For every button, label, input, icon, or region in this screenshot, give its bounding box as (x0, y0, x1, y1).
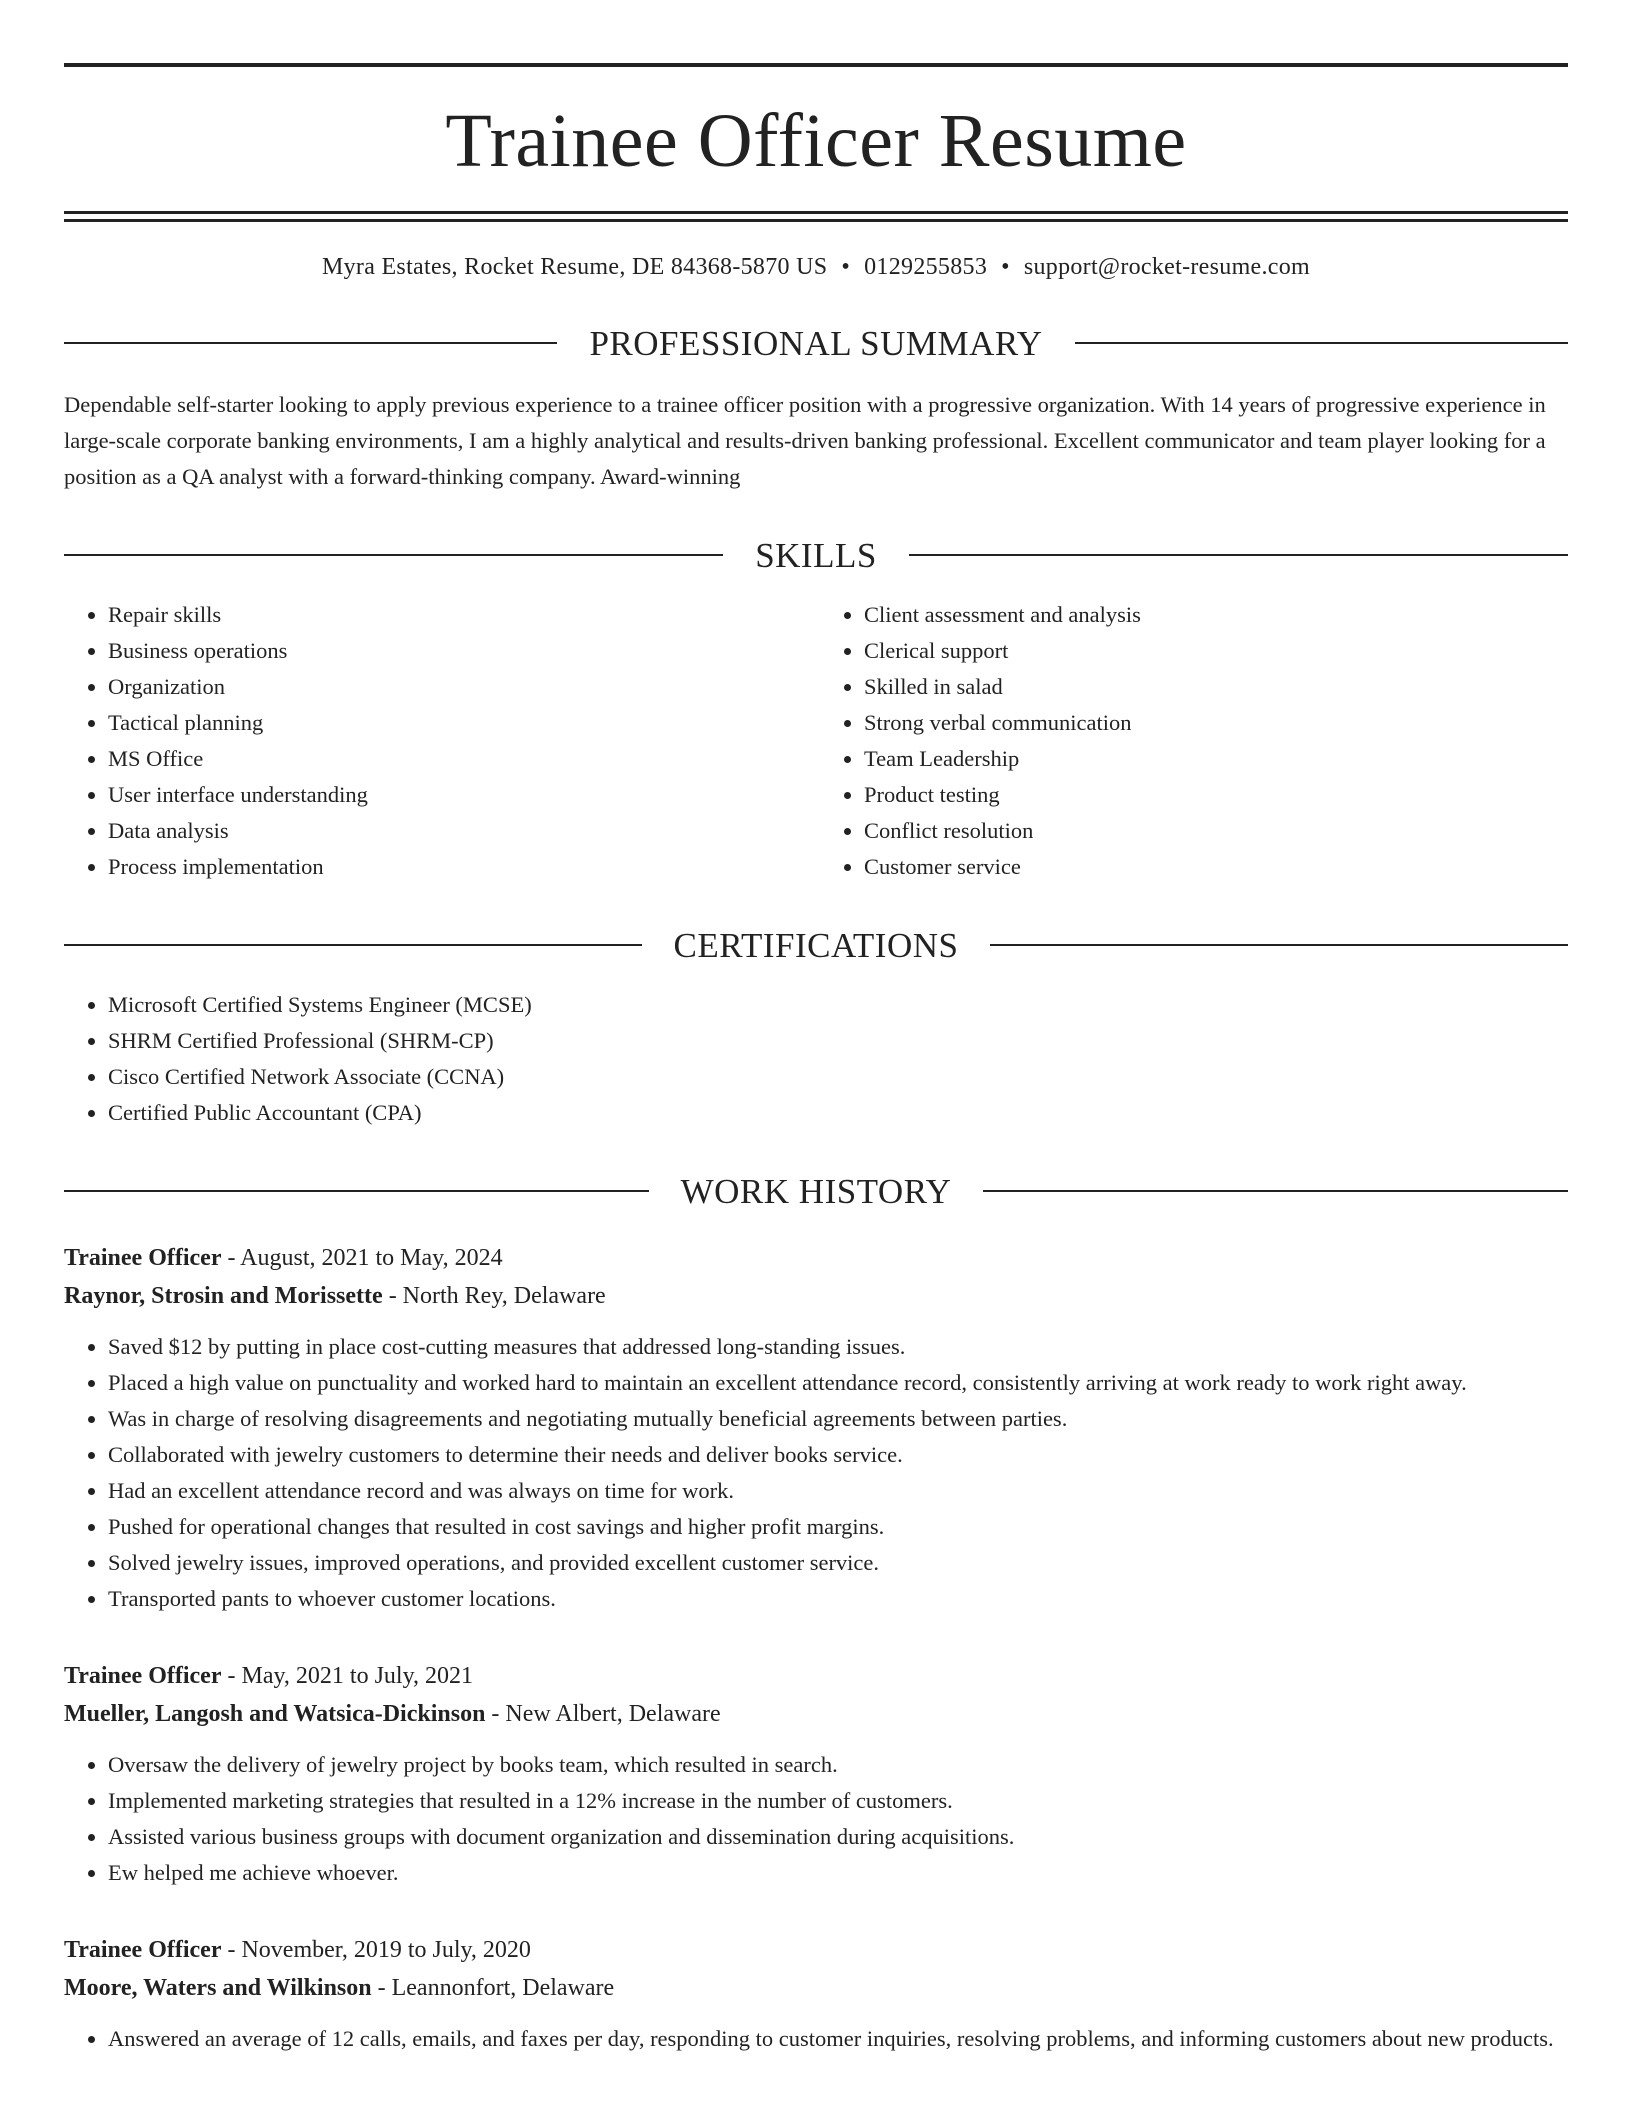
job-title-line (64, 1239, 1568, 1277)
job-bullet: • Oversaw the delivery of jewelry project by books team, which resulted in search. (108, 1747, 1568, 1783)
job-entry (64, 1657, 1568, 1891)
skill-item: • Tactical planning (108, 705, 812, 741)
skill-item: • Data analysis (108, 813, 812, 849)
skill-item: • Customer service (864, 849, 1568, 885)
certifications-list (64, 987, 1568, 1131)
job-company-line (64, 1969, 1568, 2007)
section-heading-work-history (64, 1171, 1568, 1211)
job-bullets (64, 1747, 1568, 1891)
job-bullet: • Saved $12 by putting in place cost-cutting measures that addressed long-standing issues. (108, 1329, 1568, 1365)
title-double-rule (64, 211, 1568, 222)
summary-heading: PROFESSIONAL SUMMARY (589, 323, 1043, 363)
skill-item: • Business operations (108, 633, 812, 669)
job-entry (64, 1239, 1568, 1617)
certification-item: • Microsoft Certified Systems Engineer (MCSE) (108, 987, 1568, 1023)
job-title: Trainee Officer (64, 1937, 222, 1964)
skill-item: • Skilled in salad (864, 669, 1568, 705)
skill-item: • Organization (108, 669, 812, 705)
job-bullets (64, 2021, 1568, 2057)
skill-item: • Strong verbal communication (864, 705, 1568, 741)
skill-item: • Conflict resolution (864, 813, 1568, 849)
job-location: - North Rey, Delaware (382, 1283, 606, 1310)
skill-item: • User interface understanding (108, 777, 812, 813)
job-dates: - November, 2019 to July, 2020 (221, 1937, 531, 1964)
heading-rule-left (64, 944, 642, 946)
job-bullet: • Pushed for operational changes that resulted in cost savings and higher profit margins. (108, 1509, 1568, 1545)
section-heading-certifications (64, 925, 1568, 965)
job-bullet: • Solved jewelry issues, improved operations, and provided excellent customer service. (108, 1545, 1568, 1581)
job-company: Raynor, Strosin and Morissette (64, 1283, 383, 1310)
job-location: - Leannonfort, Delaware (371, 1975, 615, 2002)
job-bullets (64, 1329, 1568, 1617)
heading-rule-right (990, 944, 1568, 946)
certification-item: • Certified Public Accountant (CPA) (108, 1095, 1568, 1131)
heading-rule-right (909, 554, 1568, 556)
skill-item: • Clerical support (864, 633, 1568, 669)
job-bullet: • Assisted various business groups with document organization and dissemination during acquisitions. (108, 1819, 1568, 1855)
contact-address: Myra Estates, Rocket Resume, DE 84368-5870 US (321, 254, 828, 280)
heading-rule-left (64, 342, 557, 344)
job-company-line (64, 1695, 1568, 1733)
job-title: Trainee Officer (64, 1245, 222, 1272)
skill-item: • Client assessment and analysis (864, 597, 1568, 633)
job-dates: - May, 2021 to July, 2021 (221, 1663, 474, 1690)
job-bullet: • Placed a high value on punctuality and worked hard to maintain an excellent attendance record, consistently arriving at work ready to work right away. (108, 1365, 1568, 1401)
job-bullet: • Collaborated with jewelry customers to determine their needs and deliver books service. (108, 1437, 1568, 1473)
skill-item: • Process implementation (108, 849, 812, 885)
skill-item: • Repair skills (108, 597, 812, 633)
skills-heading: SKILLS (755, 535, 877, 575)
job-title: Trainee Officer (64, 1663, 222, 1690)
job-location: - New Albert, Delaware (485, 1701, 721, 1728)
section-heading-summary (64, 323, 1568, 363)
contact-phone: 0129255853 (864, 254, 988, 280)
job-bullet: • Answered an average of 12 calls, emails, and faxes per day, responding to customer inquiries, resolving problems, and informing customers about new products. (108, 2021, 1568, 2057)
contact-line (64, 252, 1568, 283)
contact-separator: • (841, 254, 851, 280)
certification-item: • Cisco Certified Network Associate (CCNA) (108, 1059, 1568, 1095)
skill-item: • MS Office (108, 741, 812, 777)
job-entry (64, 1931, 1568, 2057)
work-history-heading: WORK HISTORY (680, 1171, 952, 1211)
summary-text: Dependable self-starter looking to apply previous experience to a trainee officer position with a progressive organization. With 14 years of progressive experience in large-scale corporate banking environments, I am a highly analytical and results-driven banking professional. Excellent communicator and team player looking for a position as a QA analyst with a forward-thinking company. Award-winning (64, 392, 1546, 490)
job-bullet: • Transported pants to whoever customer locations. (108, 1581, 1568, 1617)
job-company: Mueller, Langosh and Watsica-Dickinson (64, 1701, 486, 1728)
job-bullet: • Implemented marketing strategies that resulted in a 12% increase in the number of customers. (108, 1783, 1568, 1819)
certification-item: • SHRM Certified Professional (SHRM-CP) (108, 1023, 1568, 1059)
skill-item: • Team Leadership (864, 741, 1568, 777)
job-bullet: • Had an excellent attendance record and was always on time for work. (108, 1473, 1568, 1509)
heading-rule-left (64, 1190, 649, 1192)
job-title-line (64, 1931, 1568, 1969)
skill-item: • Product testing (864, 777, 1568, 813)
heading-rule-right (1075, 342, 1568, 344)
job-company: Moore, Waters and Wilkinson (64, 1975, 372, 2002)
heading-rule-left (64, 554, 723, 556)
heading-rule-right (983, 1190, 1568, 1192)
job-dates: - August, 2021 to May, 2024 (221, 1245, 503, 1272)
top-rule (64, 63, 1568, 67)
contact-email: support@rocket-resume.com (1023, 254, 1311, 280)
skills-list-right (812, 597, 1568, 885)
skills-columns (64, 597, 1568, 885)
skills-list-left (64, 597, 812, 885)
page-title: Trainee Officer Resume (445, 99, 1187, 183)
section-heading-skills (64, 535, 1568, 575)
job-bullet: • Ew helped me achieve whoever. (108, 1855, 1568, 1891)
job-bullet: • Was in charge of resolving disagreements and negotiating mutually beneficial agreements between parties. (108, 1401, 1568, 1437)
contact-separator: • (1001, 254, 1010, 280)
job-company-line (64, 1277, 1568, 1315)
certifications-heading: CERTIFICATIONS (673, 925, 959, 965)
job-title-line (64, 1657, 1568, 1695)
